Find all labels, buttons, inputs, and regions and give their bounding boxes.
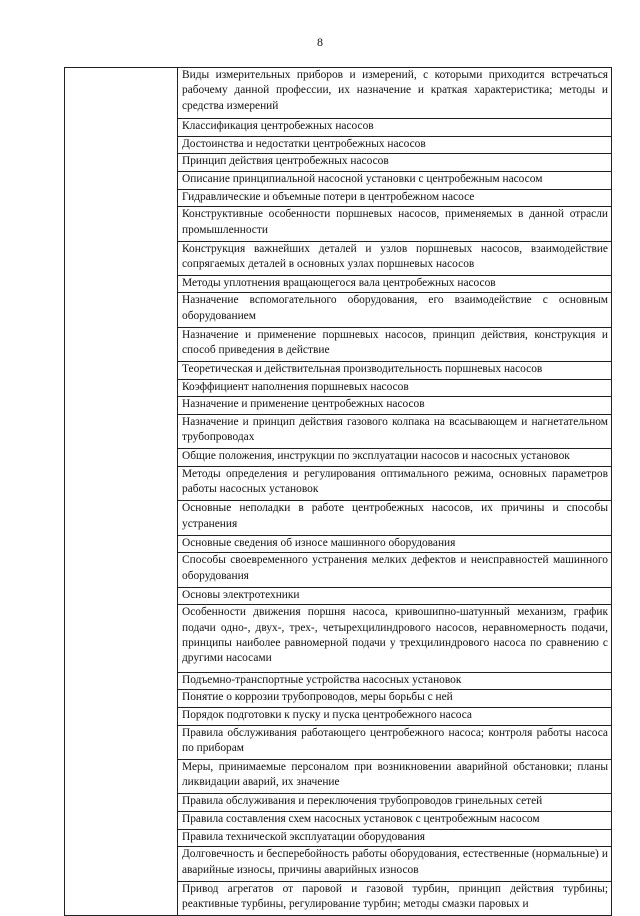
table-cell: Привод агрегатов от паровой и газовой турбин, принцип действия турбины; реактивные турбины, регулирование турбин; методы смазки паровых и: [178, 881, 612, 915]
table-cell: Правила обслуживания и переключения трубопроводов гринельных сетей: [178, 794, 612, 812]
table-cell: Особенности движения поршня насоса, кривошипно-шатунный механизм, график подачи одно-, двух-, трех-, четырехцилиндрового насосов, неравномерность подачи, принципы наиболее равномерной подачи у трехцилиндрового насоса по сравнению с другими насосами: [178, 605, 612, 672]
table-cell: Принцип действия центробежных насосов: [178, 154, 612, 172]
table-cell: Теоретическая и действительная производительность поршневых насосов: [178, 362, 612, 380]
table-cell: Понятие о коррозии трубопроводов, меры борьбы с ней: [178, 690, 612, 708]
table-cell: Виды измерительных приборов и измерений, с которыми приходится встречаться рабочему данной профессии, их назначение и краткая характеристика; методы и средства измерений: [178, 68, 612, 119]
table-cell: Основы электротехники: [178, 587, 612, 605]
table-cell: Достоинства и недостатки центробежных насосов: [178, 136, 612, 154]
table-cell: Правила технической эксплуатации оборудования: [178, 829, 612, 847]
table-cell: Меры, принимаемые персоналом при возникновении аварийной обстановки; планы ликвидации аварий, их значение: [178, 759, 612, 793]
table-cell: Правила составления схем насосных установок с центробежным насосом: [178, 811, 612, 829]
table-cell: Основные сведения об износе машинного оборудования: [178, 535, 612, 553]
table-cell: Конструкция важнейших деталей и узлов поршневых насосов, взаимодействие сопрягаемых деталей в основных узлах поршневых насосов: [178, 241, 612, 275]
table-cell: Классификация центробежных насосов: [178, 118, 612, 136]
table-cell: Конструктивные особенности поршневых насосов, применяемых в данной отрасли промышленности: [178, 207, 612, 241]
table-cell: Порядок подготовки к пуску и пуска центробежного насоса: [178, 708, 612, 726]
table-cell: Назначение вспомогательного оборудования, его взаимодействие с основным оборудованием: [178, 293, 612, 327]
table-cell: Методы определения и регулирования оптимального режима, основных параметров работы насосных установок: [178, 467, 612, 501]
page-number: 8: [317, 35, 323, 49]
table-cell: Назначение и применение центробежных насосов: [178, 397, 612, 415]
knowledge-table: [64, 67, 612, 916]
table-cell: Гидравлические и объемные потери в центробежном насосе: [178, 189, 612, 207]
table-cell: Назначение и принцип действия газового колпака на всасывающем и нагнетательном трубопроводах: [178, 415, 612, 449]
table-cell: Способы своевременного устранения мелких дефектов и неисправностей машинного оборудования: [178, 553, 612, 587]
table-cell: Коэффициент наполнения поршневых насосов: [178, 379, 612, 397]
table-cell: Общие положения, инструкции по эксплуатации насосов и насосных установок: [178, 449, 612, 467]
table-cell: Правила обслуживания работающего центробежного насоса; контроля работы насоса по приборам: [178, 725, 612, 759]
table-cell: Методы уплотнения вращающегося вала центробежных насосов: [178, 275, 612, 293]
left-column-cell: [65, 68, 178, 916]
table-cell: Основные неполадки в работе центробежных насосов, их причины и способы устранения: [178, 501, 612, 535]
table-cell: Назначение и применение поршневых насосов, принцип действия, конструкция и способ приведения в действие: [178, 327, 612, 361]
table-cell: Подъемно-транспортные устройства насосных установок: [178, 672, 612, 690]
table-cell: Описание принципиальной насосной установки с центробежным насосом: [178, 171, 612, 189]
table-row: [65, 68, 612, 119]
table-cell: Долговечность и бесперебойность работы оборудования, естественные (нормальные) и аварийные износы, причины аварийных износов: [178, 847, 612, 881]
knowledge-table-body: [65, 68, 612, 916]
